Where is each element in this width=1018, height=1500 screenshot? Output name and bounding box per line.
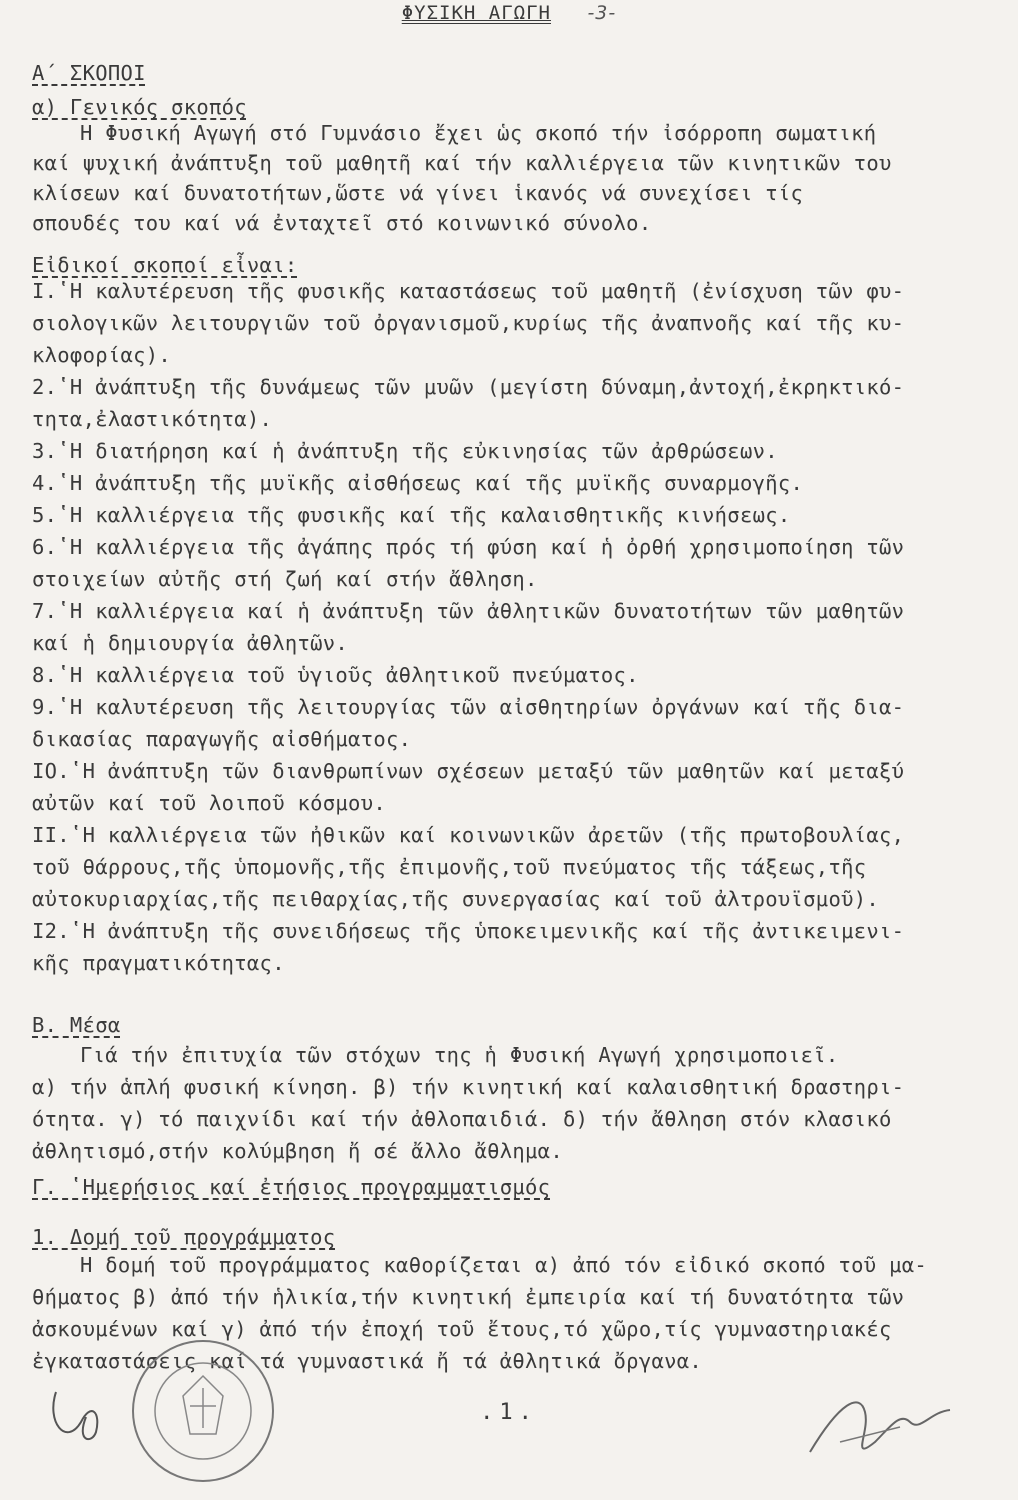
special-aim-line: 8.ʽΗ καλλιέργεια τοῦ ὑγιοῦς ἀθλητικοῦ πνεύματος.: [32, 663, 639, 687]
special-aim-line: 6.ʽΗ καλλιέργεια τῆς ἀγάπης πρός τή φύση καί ἡ ὀρθή χρησιμοποίηση τῶν: [32, 535, 905, 559]
special-aim-line: ΙΙ.ʽΗ καλλιέργεια τῶν ἠθικῶν καί κοινωνικῶν ἀρετῶν (τῆς πρωτοβουλίας,: [32, 823, 905, 847]
special-aim-line: 7.ʽΗ καλλιέργεια καί ἡ ἀνάπτυξη τῶν ἀθλητικῶν δυνατοτήτων τῶν μαθητῶν: [32, 599, 905, 623]
special-aims-heading: Εἰδικοί σκοποί εἶναι:: [32, 253, 298, 277]
document-title: ΦΥΣΙΚΗ ΑΓΩΓΗ: [401, 2, 551, 24]
page-number: .1.: [480, 1400, 538, 1425]
program-structure-line: ἐγκαταστάσεις καί τά γυμναστικά ἤ τά ἀθλητικά ὄργανα.: [32, 1349, 703, 1373]
general-aim-line: καί ψυχική ἀνάπτυξη τοῦ μαθητῆ καί τήν καλλιέργεια τῶν κινητικῶν του: [32, 151, 892, 175]
general-aim-line: Η Φυσική Αγωγή στό Γυμνάσιο ἔχει ὡς σκοπό τήν ἰσόρροπη σωματική: [80, 121, 877, 145]
general-aim-line: σπουδές του καί νά ἐνταχτεῖ στό κοινωνικό σύνολο.: [32, 211, 652, 235]
program-structure-line: Η δομή τοῦ προγράμματος καθορίζεται α) ἀπό τόν εἰδικό σκοπό τοῦ μα-: [80, 1253, 928, 1277]
special-aim-line: κῆς πραγματικότητας.: [32, 951, 285, 975]
special-aim-line: 4.ʽΗ ἀνάπτυξη τῆς μυϊκῆς αἰσθήσεως καί τῆς μυϊκῆς συναρμογῆς.: [32, 471, 804, 495]
special-aim-line: στοιχείων αὐτῆς στή ζωή καί στήν ἄθληση.: [32, 567, 538, 591]
page-marker: -3-: [587, 2, 617, 24]
program-structure-line: ἀσκουμένων καί γ) ἀπό τήν ἐποχή τοῦ ἔτους,τό χῶρο,τίς γυμναστηριακές: [32, 1317, 892, 1341]
special-aim-line: Ι2.ʽΗ ἀνάπτυξη τῆς συνειδήσεως τῆς ὑποκειμενικῆς καί τῆς ἀντικειμενι-: [32, 919, 905, 943]
means-line: ότητα. γ) τό παιχνίδι καί τήν ἀθλοπαιδιά. δ) τήν ἄθληση στόν κλασικό: [32, 1107, 892, 1131]
special-aim-line: ΙΟ.ʽΗ ἀνάπτυξη τῶν διανθρωπίνων σχέσεων μεταξύ τῶν μαθητῶν καί μεταξύ: [32, 759, 905, 783]
means-line: ἀθλητισμό,στήν κολύμβηση ἤ σέ ἄλλο ἄθλημα.: [32, 1139, 563, 1163]
special-aim-line: 2.ʽΗ ἀνάπτυξη τῆς δυνάμεως τῶν μυῶν (μεγίστη δύναμη,ἀντοχή,ἐκρηκτικό-: [32, 375, 905, 399]
program-structure-heading: 1. Δομή τοῦ προγράμματος: [32, 1225, 336, 1249]
general-aim-heading: α) Γενικός σκοπός: [32, 95, 247, 119]
official-seal-stamp: [128, 1336, 278, 1486]
special-aim-line: σιολογικῶν λειτουργιῶν τοῦ ὀργανισμοῦ,κυρίως τῆς ἀναπνοῆς καί τῆς κυ-: [32, 311, 905, 335]
special-aim-line: τητα,ἐλαστικότητα).: [32, 407, 273, 431]
special-aim-line: 5.ʽΗ καλλιέργεια τῆς φυσικῆς καί τῆς καλαισθητικῆς κινήσεως.: [32, 503, 791, 527]
special-aim-line: δικασίας παραγωγῆς αἰσθήματος.: [32, 727, 412, 751]
handwritten-signature: [780, 1382, 980, 1472]
page-header: [0, 2, 1018, 24]
section-c-heading: Γ. ʽΗμερήσιος καί ἐτήσιος προγραμματισμός: [32, 1175, 551, 1199]
special-aim-line: κλοφορίας).: [32, 343, 172, 367]
general-aim-line: κλίσεων καί δυνατοτήτων,ὥστε νά γίνει ἱκανός νά συνεχίσει τίς: [32, 181, 804, 205]
initials-signature: [36, 1382, 126, 1452]
special-aim-line: καί ἡ δημιουργία ἀθλητῶν.: [32, 631, 349, 655]
special-aim-line: 9.ʽΗ καλυτέρευση τῆς λειτουργίας τῶν αἰσθητηρίων ὀργάνων καί τῆς δια-: [32, 695, 905, 719]
program-structure-line: θήματος β) ἀπό τήν ἡλικία,τήν κινητική ἐμπειρία καί τή δυνατότητα τῶν: [32, 1285, 905, 1309]
means-line: α) τήν ἁπλή φυσική κίνηση. β) τήν κινητική καί καλαισθητική δραστηρι-: [32, 1075, 905, 1099]
section-b-heading: Β. Μέσα: [32, 1013, 121, 1037]
section-a-heading: Α΄ ΣΚΟΠΟΙ: [32, 61, 146, 85]
special-aim-line: Ι.ʽΗ καλυτέρευση τῆς φυσικῆς καταστάσεως τοῦ μαθητῆ (ἐνίσχυση τῶν φυ-: [32, 279, 905, 303]
means-line: Γιά τήν ἐπιτυχία τῶν στόχων της ἡ Φυσική Αγωγή χρησιμοποιεῖ.: [80, 1043, 839, 1067]
special-aim-line: αὐτοκυριαρχίας,τῆς πειθαρχίας,τῆς συνεργασίας καί τοῦ ἀλτρουϊσμοῦ).: [32, 887, 880, 911]
special-aim-line: τοῦ θάρρους,τῆς ὑπομονῆς,τῆς ἐπιμονῆς,τοῦ πνεύματος τῆς τάξεως,τῆς: [32, 855, 867, 879]
special-aim-line: αὐτῶν καί τοῦ λοιποῦ κόσμου.: [32, 791, 386, 815]
special-aim-line: 3.ʽΗ διατήρηση καί ἡ ἀνάπτυξη τῆς εὐκινησίας τῶν ἀρθρώσεων.: [32, 439, 778, 463]
